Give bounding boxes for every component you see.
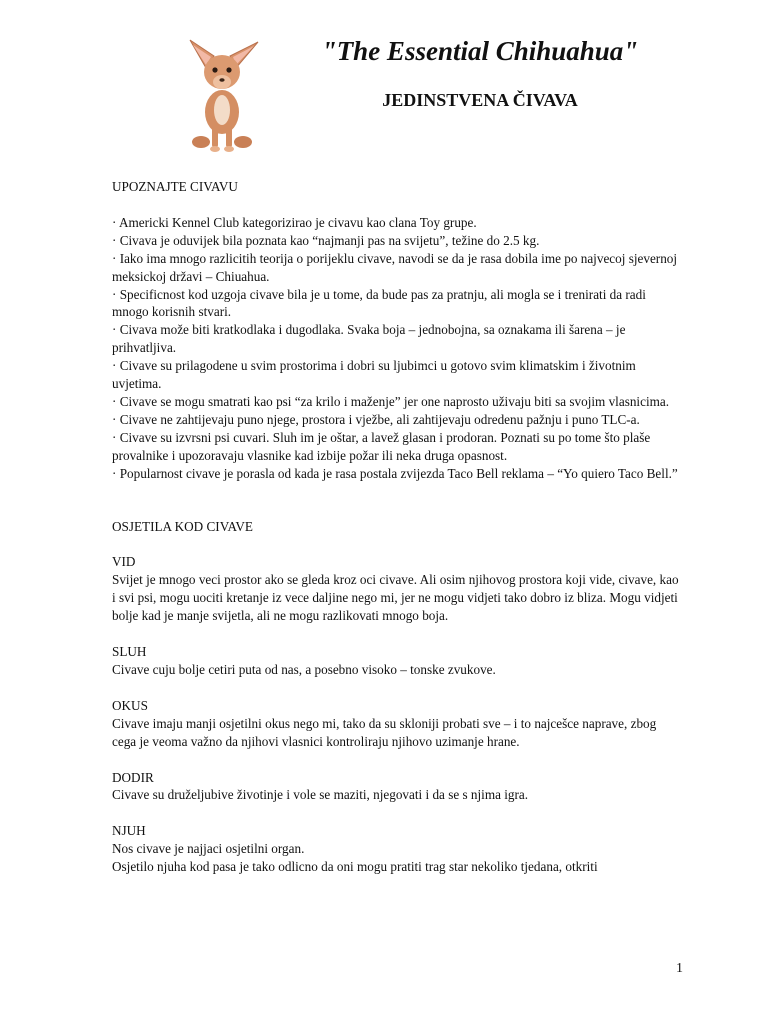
sense-text: Civave cuju bolje cetiri puta od nas, a posebno visoko – tonske zvukove.: [112, 661, 496, 677]
list-item: · Civave su izvrsni psi cuvari. Sluh im je oštar, a lavež glasan i prodoran. Poznati su po tome što plaše provalnike i upozoravaju vlasnike kad izbije požar ili neka druga opasnost.: [112, 429, 651, 463]
list-item: · Popularnost civave je porasla od kada je rasa postala zvijezda Taco Bell reklama – “Yo quiero Taco Bell.”: [112, 465, 678, 481]
sense-text: Svijet je mnogo veci prostor ako se gleda kroz oci civave. Ali osim njihovog prostora koji vide, civave, kao i svi psi, mogu uociti kretanje iz vece daljine nego mi, jer ne mogu vidjeti tako dobro iz bliza. Mogu vidjeti bolje kad je manje svijetla, ali ne mogu razlikovati mnogo boja.: [112, 572, 679, 624]
sense-heading: DODIR: [112, 769, 154, 785]
document-body: [112, 178, 682, 876]
document-title: "The Essential Chihuahua": [321, 36, 639, 66]
list-item: · Civave ne zahtijevaju puno njege, prostora i vježbe, ali zahtijevaju odredenu pažnju i puno TLC-a.: [112, 411, 640, 427]
document-subtitle: JEDINSTVENA ČIVAVA: [382, 90, 578, 110]
sense-text: Civave imaju manji osjetilni okus nego mi, tako da su skloniji probati sve – i to najcešce naprave, zbog cega je veoma važno da njihovi vlasnici kontroliraju njihovo uzimanje hrane.: [112, 715, 657, 749]
sense-text: Nos civave je najjaci osjetilni organ.: [112, 841, 305, 857]
section-heading: UPOZNAJTE CIVAVU: [112, 179, 238, 194]
list-item: · Civave se mogu smatrati kao psi “za krilo i maženje” jer one naprosto uživaju biti sa svojim vlasnicima.: [112, 393, 670, 409]
list-item: · Civave su prilagodene u svim prostorima i dobri su ljubimci u gotovo svim klimatskim i životnim uvjetima.: [112, 358, 636, 392]
page-number: 1: [676, 961, 683, 976]
sense-heading: VID: [112, 554, 136, 570]
sense-heading: NJUH: [112, 823, 146, 839]
sense-heading: SLUH: [112, 644, 147, 660]
list-item: · Civava može biti kratkodlaka i dugodlaka. Svaka boja – jednobojna, sa oznakama ili šarena – je prihvatljiva.: [112, 322, 626, 356]
sense-heading: OKUS: [112, 697, 148, 713]
list-item: · Civava je oduvijek bila poznata kao “najmanji pas na svijetu”, težine do 2.5 kg.: [112, 232, 540, 248]
chihuahua-image: [172, 30, 272, 155]
list-item: · Specificnost kod uzgoja civave bila je u tome, da bude pas za pratnju, ali mogla se i trenirati da radi mnogo korisnih stvari.: [112, 286, 646, 320]
list-item: · Iako ima mnogo razlicitih teorija o porijeklu civave, navodi se da je rasa dobila ime po najvecoj sjevernoj meksickoj državi – Chiuahua.: [112, 250, 678, 284]
section-heading: OSJETILA KOD CIVAVE: [112, 518, 253, 534]
list-item: · Americki Kennel Club kategorizirao je civavu kao clana Toy grupe.: [112, 214, 477, 230]
sense-text: Osjetilo njuha kod pasa je tako odlicno da oni mogu pratiti trag star nekoliko tjedana, otkriti: [112, 859, 598, 875]
sense-text: Civave su druželjubive životinje i vole se maziti, njegovati i da se s njima igra.: [112, 787, 529, 803]
